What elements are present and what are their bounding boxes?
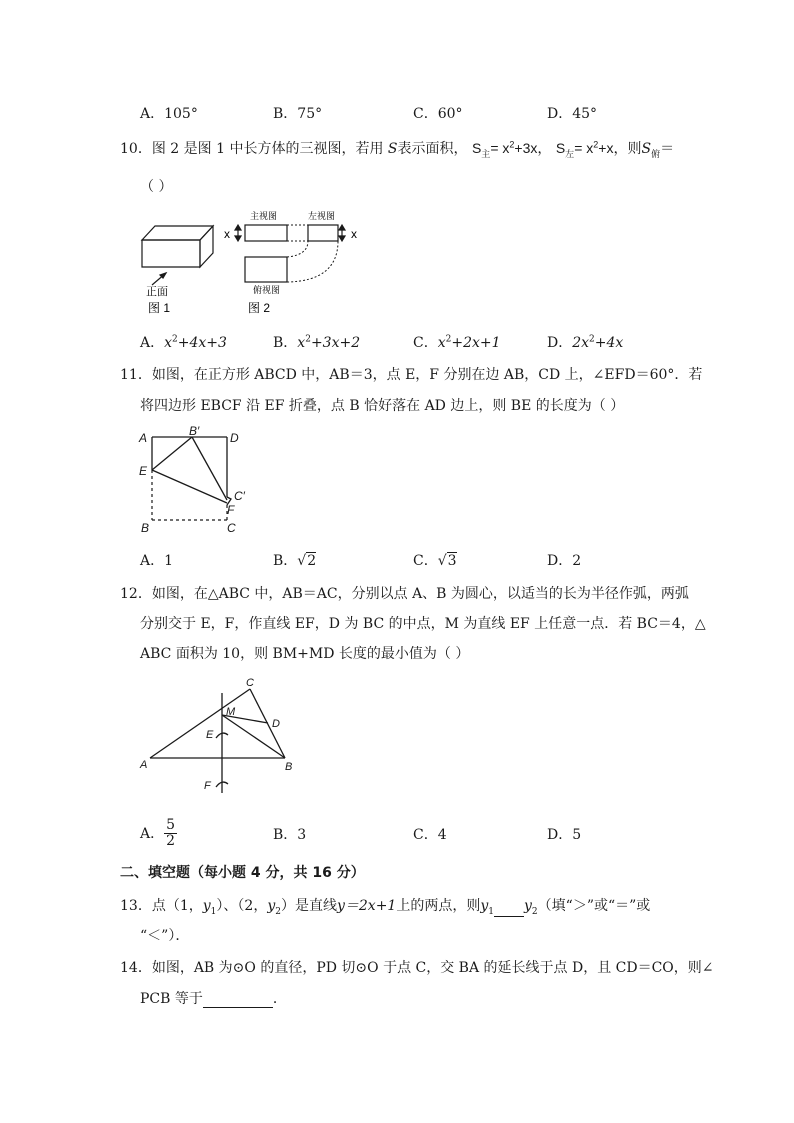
q10-figure — [130, 205, 370, 320]
q9-choice-d: D．45° — [547, 106, 598, 122]
square-fold-drawing — [152, 437, 231, 505]
q12-stem-line1: 12．如图，在△ABC 中，AB＝AC，分别以点 A、B 为圆心，以适当的长为半径作弧，两弧 — [120, 586, 689, 602]
label-A: A — [139, 431, 148, 445]
q11-choices — [140, 550, 700, 572]
label-B: B — [285, 761, 293, 773]
q12-figure — [138, 675, 308, 800]
fig1-caption: 图 1 — [148, 301, 171, 315]
main-view-rect — [245, 225, 287, 241]
main-view-label: 主视图 — [250, 211, 278, 221]
q10-text-a: 图 2 是图 1 中长方体的三视图，若用 — [151, 141, 384, 157]
q12-stem-line3: ABC 面积为 10，则 BM+MD 长度的最小值为（ ） — [140, 646, 470, 662]
q9-choice-c: C．60° — [413, 106, 463, 122]
main-height-x: x — [224, 227, 230, 241]
q12-stem-line2: 分别交于 E，F，作直线 EF，D 为 BC 的中点，M 为直线 EF 上任意一点．若 BC＝4，△ — [140, 616, 706, 632]
label-C: C — [227, 521, 236, 535]
q10-choice-d: D．$2x^2+4x$ — [547, 334, 624, 351]
label-C-prime: C′ — [234, 489, 245, 503]
triangle-drawing — [150, 689, 285, 793]
q10-s-left: $S_左= x^2+x$，则 — [555, 139, 642, 159]
label-D: D — [272, 718, 280, 730]
q10-text-b: 表示面积， — [397, 141, 468, 157]
top-view-label: 俯视图 — [253, 285, 281, 295]
label-F: F — [227, 503, 235, 517]
left-view-label: 左视图 — [308, 211, 336, 221]
q10-s-main: $S_主= x^2+3x$， — [471, 139, 552, 159]
left-height-x: x — [351, 227, 357, 241]
top-view-rect — [245, 257, 287, 282]
q13-stem-line1: 13．点（1，$y_1$）、（2，$y_2$）是直线y＝2x+1上的两点，则$y_1$ $y_2$（填“＞”或“＝”或 — [120, 898, 651, 917]
q11-choice-a: A．1 — [140, 553, 174, 569]
q11-stem-line2: 将四边形 EBCF 沿 EF 折叠，点 B 恰好落在 AD 边上，则 BE 的长度为（ ） — [140, 398, 625, 414]
q10-choices — [140, 332, 700, 354]
label-D: D — [230, 431, 239, 445]
q12-choice-c: C．4 — [413, 827, 447, 843]
left-view-rect — [308, 225, 338, 241]
q10-answer-paren: （ ） — [140, 179, 173, 195]
q9-choice-a: A．105° — [140, 106, 198, 122]
q14-stem-line2: PCB 等于 ． — [140, 991, 287, 1007]
label-A: A — [140, 759, 148, 771]
front-label: 正面 — [146, 286, 168, 298]
q13-stem-line2: “＜”）． — [140, 928, 190, 944]
q11-choice-d: D．2 — [547, 553, 582, 569]
section-title: 二、填空题（每小题 4 分，共 16 分） — [120, 865, 365, 881]
label-C: C — [246, 677, 254, 689]
q10-s-top: S — [641, 141, 652, 157]
q10-choice-a: A．$x^2+4x+3$ — [140, 334, 227, 351]
q11-choice-b: B．√2 — [273, 553, 317, 569]
q10-choice-c: C．$x^2+2x+1$ — [413, 334, 501, 351]
q11-choice-c: C．√3 — [413, 553, 457, 569]
q12-choices — [140, 818, 700, 854]
q10-number: 10． — [120, 141, 152, 157]
fig2-caption: 图 2 — [248, 301, 271, 315]
cuboid-drawing — [142, 226, 213, 285]
q9-choices — [140, 103, 700, 125]
three-views — [235, 225, 345, 282]
projection-lines — [287, 225, 338, 282]
label-E: E — [206, 729, 214, 741]
q10-choice-b: B．$x^2+3x+2$ — [273, 334, 361, 351]
q10-area-symbol: S — [387, 141, 398, 157]
label-B: B — [141, 521, 150, 535]
label-B-prime: B′ — [189, 424, 200, 438]
q12-choice-d: D．5 — [547, 827, 582, 843]
label-M: M — [226, 706, 236, 718]
q9-choice-b: B．75° — [273, 106, 323, 122]
q13-answer-blank[interactable] — [494, 902, 524, 917]
original-edges — [152, 470, 227, 520]
fraction: $\frac{5}{2}$ — [166, 817, 176, 850]
q12-choice-b: B．3 — [273, 827, 307, 843]
label-F: F — [204, 780, 211, 792]
sqrt-icon: √ — [297, 553, 307, 569]
q11-stem-line1: 11．如图，在正方形 ABCD 中，AB＝3，点 E，F 分别在边 AB，CD 上，∠EFD＝60°．若 — [120, 367, 703, 383]
q14-stem-line1: 14．如图，AB 为⊙O 的直径，PD 切⊙O 于点 C，交 BA 的延长线于点 D，且 CD＝CO，则∠ — [120, 960, 714, 976]
q12-choice-a: A． $\frac{5}{2}$ — [140, 817, 176, 850]
q11-figure — [135, 425, 265, 540]
sqrt-icon: √ — [437, 553, 447, 569]
q10-stem: 10．图 2 是图 1 中长方体的三视图，若用 S表示面积， $S_主= x^2+3x$， $S_左= x^2+x$，则$S_俯=$ — [120, 139, 675, 160]
label-E: E — [139, 464, 148, 478]
q14-answer-blank[interactable] — [203, 993, 273, 1008]
